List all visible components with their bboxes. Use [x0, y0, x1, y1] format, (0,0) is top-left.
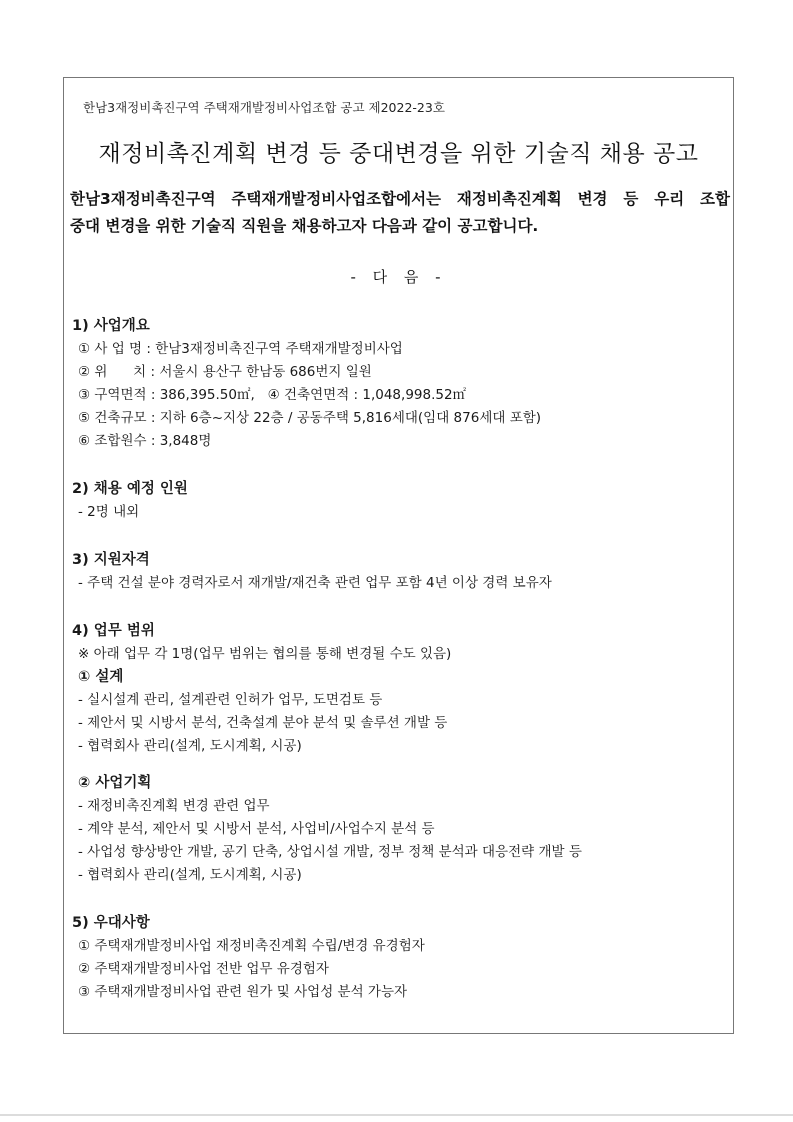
scope-planning-item: - 협력회사 관리(설계, 도시계획, 시공)	[78, 867, 302, 883]
section-heading-qualification: 3) 지원자격	[72, 552, 150, 568]
preference-item: ② 주택재개발정비사업 전반 업무 유경험자	[78, 961, 329, 977]
spacer	[72, 524, 722, 549]
preference-item: ① 주택재개발정비사업 재정비촉진계획 수립/변경 유경험자	[78, 938, 425, 954]
section-heading-headcount: 2) 채용 예정 인원	[72, 481, 188, 497]
section-heading-preference: 5) 우대사항	[72, 915, 150, 931]
scope-design-item: - 제안서 및 시방서 분석, 건축설계 분야 분석 및 솔루션 개발 등	[78, 715, 448, 731]
scope-planning-item: - 계약 분석, 제안서 및 시방서 분석, 사업비/사업수지 분석 등	[78, 821, 435, 837]
scope-sub-heading-planning: ② 사업기획	[78, 775, 152, 791]
overview-item: ② 위 치 : 서울시 용산구 한남동 686번지 일원	[78, 364, 372, 380]
intro-line-1: 한남3재정비촉진구역 주택재개발정비사업조합에서는 재정비촉진계획 변경 등 우리 조합	[70, 190, 730, 208]
overview-item: ⑥ 조합원수 : 3,848명	[78, 433, 212, 449]
qualification-item: - 주택 건설 분야 경력자로서 재개발/재건축 관련 업무 포함 4년 이상 경력 보유자	[78, 575, 552, 591]
spacer	[72, 453, 722, 478]
scope-note: ※ 아래 업무 각 1명(업무 범위는 협의를 통해 변경될 수도 있음)	[78, 646, 452, 662]
notice-body	[72, 315, 722, 1004]
section-heading-overview: 1) 사업개요	[72, 318, 150, 334]
intro-paragraph	[70, 186, 730, 240]
spacer	[72, 758, 722, 772]
overview-item: ③ 구역면적 : 386,395.50㎡, ④ 건축연면적 : 1,048,998.52㎡	[78, 387, 467, 403]
page-title: 재정비촉진계획 변경 등 중대변경을 위한 기술직 채용 공고	[98, 141, 699, 167]
spacer	[72, 595, 722, 620]
overview-item: ⑤ 건축규모 : 지하 6층~지상 22층 / 공동주택 5,816세대(임대 876세대 포함)	[78, 410, 542, 426]
spacer	[72, 887, 722, 912]
scope-planning-item: - 재정비촉진계획 변경 관련 업무	[78, 798, 270, 814]
section-heading-scope: 4) 업무 범위	[72, 623, 155, 639]
following-marker: - 다 음 -	[350, 268, 447, 286]
scope-design-item: - 협력회사 관리(설계, 도시계획, 시공)	[78, 738, 302, 754]
overview-item: ① 사 업 명 : 한남3재정비촉진구역 주택재개발정비사업	[78, 341, 403, 357]
headcount-item: - 2명 내외	[78, 504, 140, 520]
intro-line-2: 중대 변경을 위한 기술직 직원을 채용하고자 다음과 같이 공고합니다.	[70, 217, 539, 235]
scope-planning-item: - 사업성 향상방안 개발, 공기 단축, 상업시설 개발, 정부 정책 분석과 대응전략 개발 등	[78, 844, 582, 860]
scope-design-item: - 실시설계 관리, 설계관련 인허가 업무, 도면검토 등	[78, 692, 383, 708]
page-bottom-rule	[0, 1114, 793, 1116]
notice-number: 한남3재정비촉진구역 주택재개발정비사업조합 공고 제2022-23호	[83, 100, 445, 115]
scope-sub-heading-design: ① 설계	[78, 669, 124, 685]
preference-item: ③ 주택재개발정비사업 관련 원가 및 사업성 분석 가능자	[78, 984, 408, 1000]
